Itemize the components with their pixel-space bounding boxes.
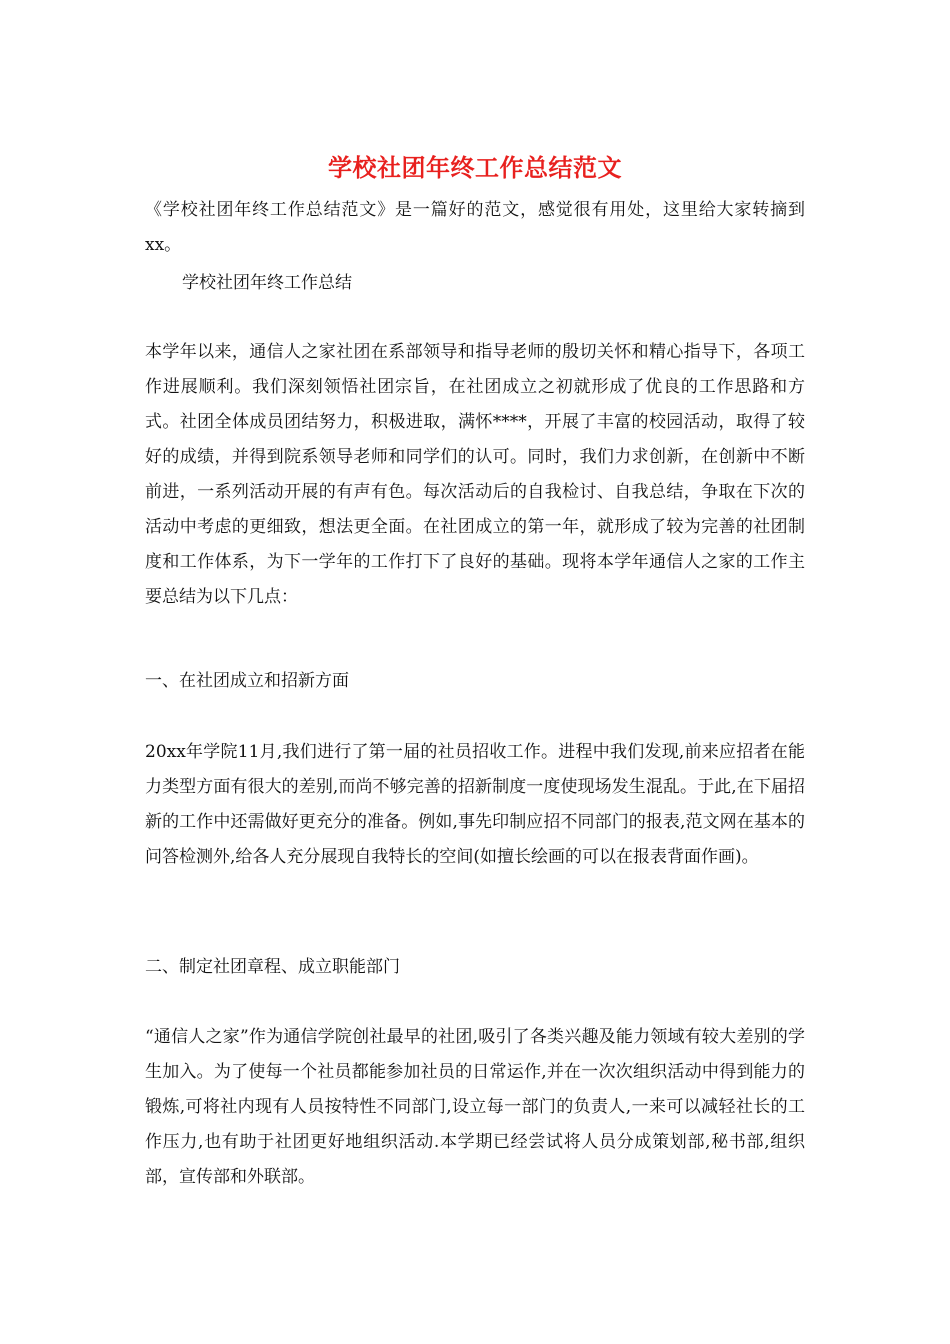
section-heading-1: 一、在社团成立和招新方面 bbox=[145, 671, 349, 691]
body-paragraph-3: “通信人之家”作为通信学院创社最早的社团,吸引了各类兴趣及能力领域有较大差别的学生加入。为了使每一个社员都能参加社员的日常运作,并在一次次组织活动中得到能力的锻炼,可将社内现有人员按特性不同部门,设立每一部门的负责人,一来可以减轻社长的工作压力,也有助于社团更好地组织活动.本学期已经尝试将人员分成策划部,秘书部,组织部，宣传部和外联部。 bbox=[145, 1027, 805, 1187]
section-heading-2: 二、制定社团章程、成立职能部门 bbox=[145, 957, 400, 977]
document-subtitle: 学校社团年终工作总结 bbox=[182, 273, 352, 293]
body-paragraph-1: 本学年以来，通信人之家社团在系部领导和指导老师的殷切关怀和精心指导下，各项工作进展顺利。我们深刻领悟社团宗旨，在社团成立之初就形成了优良的工作思路和方式。社团全体成员团结努力，积极进取，满怀****，开展了丰富的校园活动，取得了较好的成绩，并得到院系领导老师和同学们的认可。同时，我们力求创新，在创新中不断前进，一系列活动开展的有声有色。每次活动后的自我检讨、自我总结，争取在下次的活动中考虑的更细致，想法更全面。在社团成立的第一年，就形成了较为完善的社团制度和工作体系，为下一学年的工作打下了良好的基础。现将本学年通信人之家的工作主要总结为以下几点： bbox=[145, 342, 805, 607]
body-paragraph-2: 20xx年学院11月,我们进行了第一届的社员招收工作。进程中我们发现,前来应招者在能力类型方面有很大的差别,而尚不够完善的招新制度一度使现场发生混乱。于此,在下届招新的工作中还需做好更充分的准备。例如,事先印制应招不同部门的报表,范文网在基本的问答检测外,给各人充分展现自我特长的空间(如擅长绘画的可以在报表背面作画)。 bbox=[145, 742, 805, 867]
intro-paragraph: 《学校社团年终工作总结范文》是一篇好的范文，感觉很有用处，这里给大家转摘到xx。 bbox=[145, 200, 805, 255]
document-title: 学校社团年终工作总结范文 bbox=[328, 153, 622, 182]
